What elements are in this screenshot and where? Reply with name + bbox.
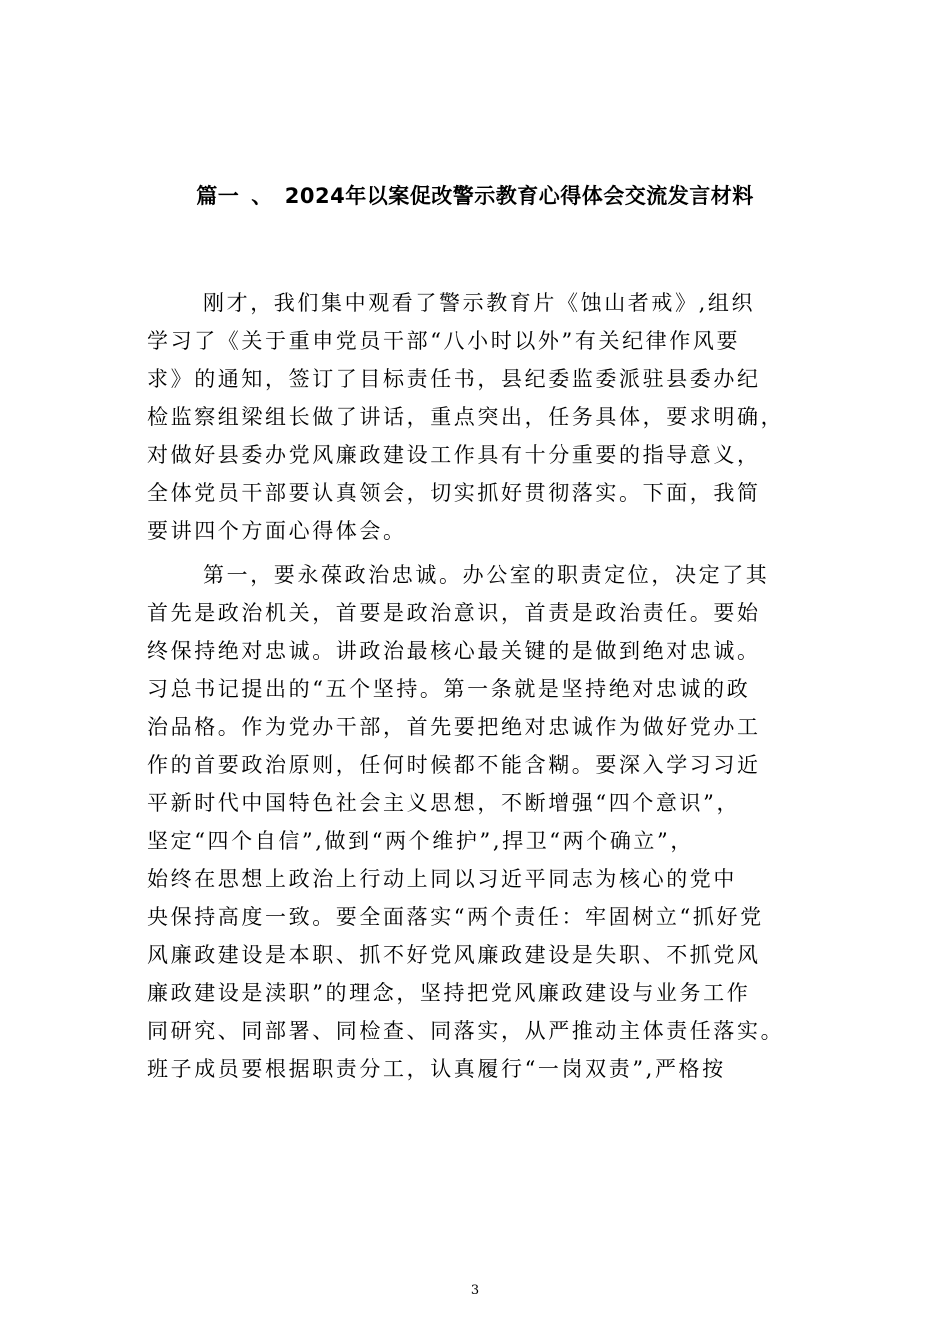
title-separator: 、 <box>251 184 273 208</box>
paragraph-line: 廉政建设是渎职”的理念，坚持把党风廉政建设与业务工作 <box>147 981 751 1005</box>
paragraph-line: 习总书记提出的“五个坚持。第一条就是坚持绝对忠诚的政 <box>147 677 751 701</box>
title-main: 2024年以案促改警示教育心得体会交流发言材料 <box>284 184 754 208</box>
document-title <box>0 181 950 211</box>
paragraph-line: 风廉政建设是本职、抓不好党风廉政建设是失职、不抓党风 <box>147 943 761 967</box>
paragraph-line: 始终在思想上政治上行动上同以习近平同志为核心的党中 <box>147 867 737 891</box>
paragraph-line: 平新时代中国特色社会主义思想，不断增强“四个意识”， <box>147 791 741 815</box>
paragraph-line: 坚定“四个自信”,做到“两个维护”,捍卫“两个确立”， <box>147 829 694 853</box>
paragraph-line: 作的首要政治原则，任何时候都不能含糊。要深入学习习近 <box>147 753 761 777</box>
paragraph-line: 对做好县委办党风廉政建设工作具有十分重要的指导意义， <box>147 443 761 467</box>
paragraph-line: 终保持绝对忠诚。讲政治最核心最关键的是做到绝对忠诚。 <box>147 639 761 663</box>
paragraph-line: 要讲四个方面心得体会。 <box>147 519 407 543</box>
paragraph-line: 班子成员要根据职责分工，认真履行“一岗双责”,严格按 <box>147 1057 726 1081</box>
page-number: 3 <box>470 1283 480 1298</box>
paragraph-line: 第一，要永葆政治忠诚。办公室的职责定位，决定了其 <box>203 563 770 587</box>
paragraph-line: 同研究、同部署、同检查、同落实，从严推动主体责任落实。 <box>147 1019 785 1043</box>
paragraph-line: 刚才，我们集中观看了警示教育片《蚀山者戒》,组织 <box>203 291 756 315</box>
paragraph-line: 治品格。作为党办干部，首先要把绝对忠诚作为做好党办工 <box>147 715 761 739</box>
paragraph-line: 检监察组梁组长做了讲话，重点突出，任务具体，要求明确， <box>147 405 785 429</box>
paragraph-1 <box>147 284 807 550</box>
paragraph-line: 全体党员干部要认真领会，切实抓好贯彻落实。下面，我简 <box>147 481 761 505</box>
paragraph-line: 学习了《关于重申党员干部“八小时以外”有关纪律作风要 <box>147 329 741 353</box>
paragraph-line: 求》的通知，签订了目标责任书，县纪委监委派驻县委办纪 <box>147 367 761 391</box>
title-prefix: 篇一 <box>196 184 240 208</box>
paragraph-line: 央保持高度一致。要全面落实“两个责任：牢固树立“抓好党 <box>147 905 764 929</box>
paragraph-line: 首先是政治机关，首要是政治意识，首责是政治责任。要始 <box>147 601 761 625</box>
paragraph-2 <box>147 556 807 1088</box>
